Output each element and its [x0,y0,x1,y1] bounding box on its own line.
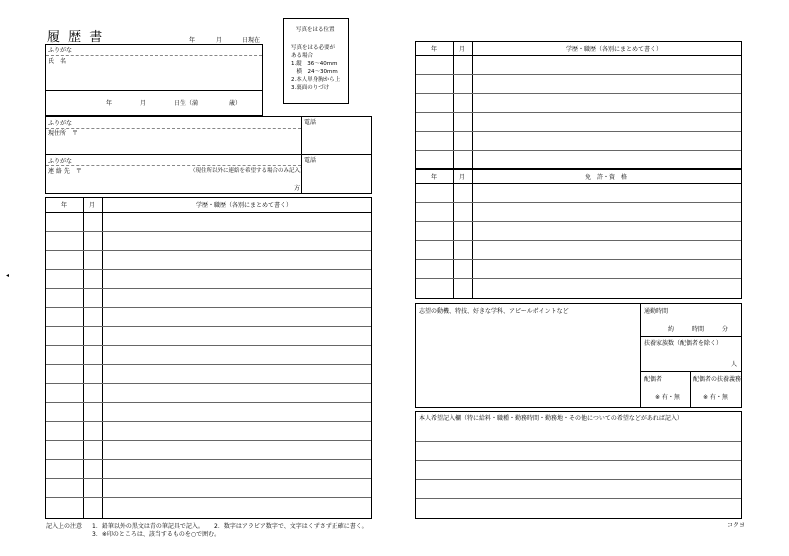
name-label: 氏 名 [48,58,67,65]
spouse-duty-label: 配偶者の扶養義務 [693,376,742,383]
current-address-label: 現住所 〒 [48,130,79,137]
note-1: 1．鉛筆以外の黒文は青の筆記具で記入。 [92,523,204,530]
history-left-col-year: 年 [61,202,68,209]
phone-label-1: 電話 [304,119,317,126]
brand-code: コクヨ [727,522,746,529]
photo-title: 写真をはる位置 [296,27,335,33]
phone-field-1[interactable] [303,127,369,153]
request-rows[interactable] [416,423,741,517]
page-title: 履 歴 書 [47,30,105,45]
birth-year-label: 年 [106,100,113,107]
license-rows[interactable] [416,184,741,297]
contact-note: （現住所以外に連絡を希望する場合のみ記入） [190,168,306,174]
history-right-rows[interactable] [416,56,741,169]
photo-line-6: 3.裏面のりづけ [291,85,330,91]
dependents-unit: 人 [731,361,738,368]
phone-label-2: 電話 [304,157,317,164]
license-col-content: 免 許・資 格 [585,174,628,181]
page-fold-marker: ◂ [6,272,10,279]
name-field[interactable] [80,56,260,89]
license-col-month: 月 [459,174,466,181]
history-right-col-content: 学歴・職歴（各別にまとめて書く） [566,46,663,53]
date-year-label: 年 [189,37,196,44]
request-label: 本人希望記入欄（特に給料・職種・勤務時間・勤務地・その他についての希望などがあれば記入） [419,415,683,422]
history-right-col-month: 月 [459,46,466,53]
commute-value: 約 時間 分 [668,326,729,333]
motivation-label: 志望の動機、特技、好きな学科、アピールポイントなど [419,308,569,315]
photo-line-4: 横 24〜30mm [291,69,338,75]
commute-label: 通勤時間 [644,308,669,315]
photo-line-1: 写真をはる必要が [291,45,336,51]
license-col-year: 年 [431,174,438,181]
spouse-duty-value[interactable]: ※ 有・無 [703,394,728,401]
photo-line-3: 1.縦 36〜40mm [291,61,338,67]
history-left-rows[interactable] [46,213,371,498]
dependents-label: 扶養家族数（配偶者を除く） [644,340,723,347]
photo-line-2: ある場合 [291,53,314,59]
current-address-field[interactable] [90,129,298,153]
contact-kata-label: 方 [294,185,301,192]
spouse-value[interactable]: ※ 有・無 [655,394,680,401]
birth-day-label: 日生（満 [174,100,199,107]
history-left-col-content: 学歴・職歴（各別にまとめて書く） [196,202,293,209]
motivation-field[interactable] [418,316,637,404]
spouse-label: 配偶者 [644,376,663,383]
contact-address-label: 連 絡 先 〒 [48,168,82,175]
birth-month-label: 月 [140,100,147,107]
contact-address-field[interactable] [90,176,290,192]
date-as-of-label: 日現在 [242,37,261,44]
contact-furigana-label: ふりがな [48,158,73,165]
history-right-col-year: 年 [431,46,438,53]
date-month-label: 月 [216,37,223,44]
phone-field-2[interactable] [303,165,369,192]
address-furigana-label: ふりがな [48,120,73,127]
history-left-col-month: 月 [89,202,96,209]
note-2: 2．数字はアラビア数字で、文字はくずさず正確に書く。 [214,523,368,530]
note-3: 3．※印のところは、該当するものを○で囲む。 [92,531,221,538]
birth-age-label: 歳） [229,100,242,107]
photo-line-5: 2.本人単身胸から上 [291,77,341,83]
notes-title: 記入上の注意 [46,523,83,530]
name-furigana-label: ふりがな [48,47,73,54]
